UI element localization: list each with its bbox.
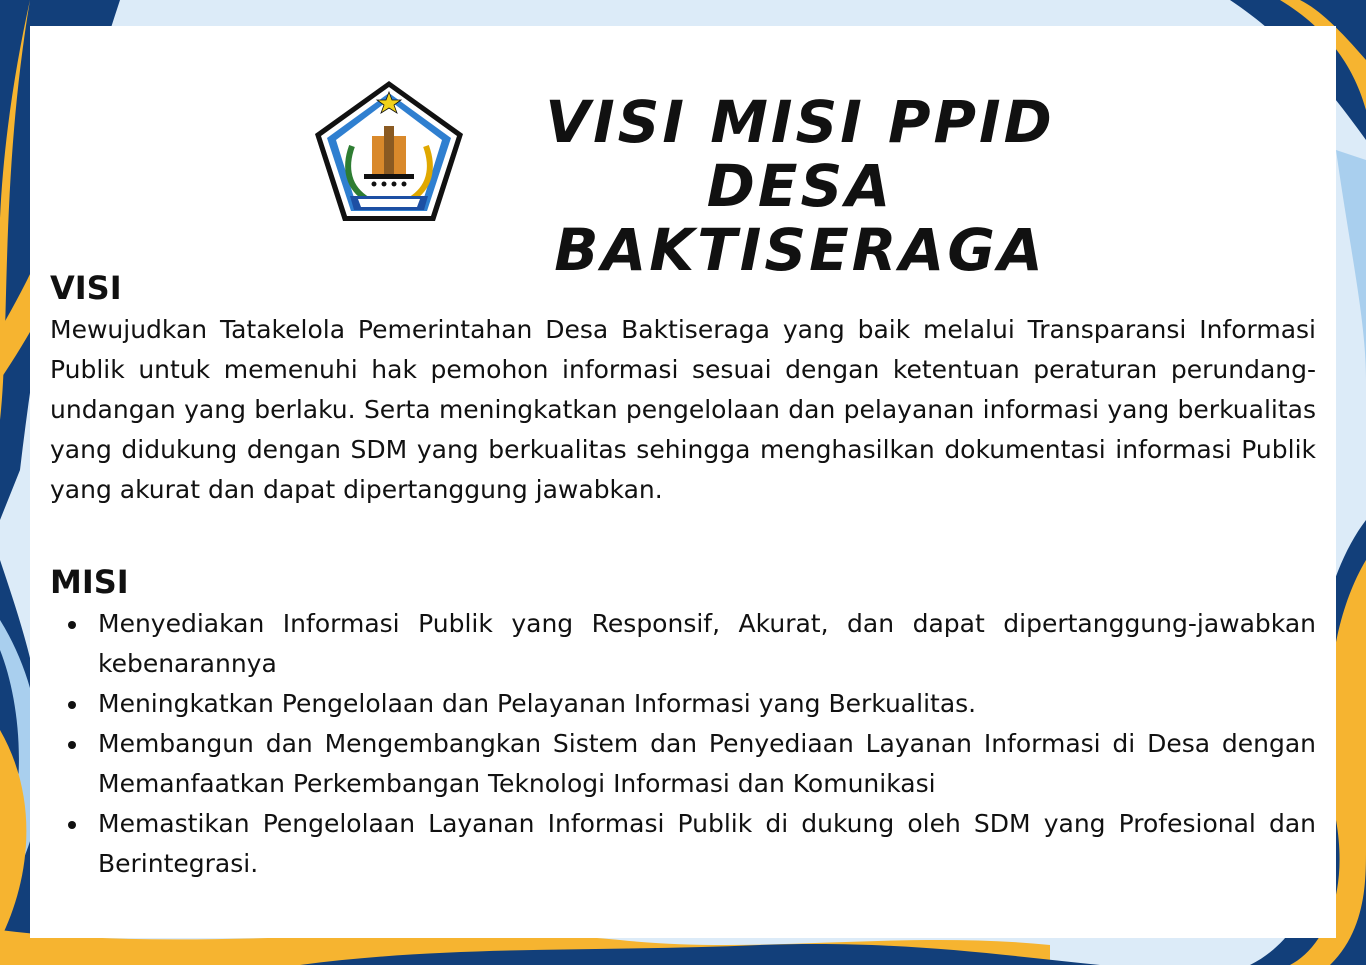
village-emblem-icon [312, 78, 466, 224]
misi-item-4: Memastikan Pengelolaan Layanan Informasi Publik di dukung oleh SDM yang Profesional dan Berintegrasi. [98, 804, 1316, 884]
misi-item-2: Meningkatkan Pengelolaan dan Pelayanan Informasi yang Berkualitas. [98, 684, 1316, 724]
title-line-1: VISI MISI PPID [545, 88, 1055, 156]
title-line-2: DESA BAKTISERAGA [554, 152, 1046, 284]
visi-heading: VISI [50, 269, 122, 307]
misi-item-1: Menyediakan Informasi Publik yang Responsif, Akurat, dan dapat dipertanggung-jawabkan kebenarannya [98, 604, 1316, 684]
misi-item-3: Membangun dan Mengembangkan Sistem dan Penyediaan Layanan Informasi di Desa dengan Memanfaatkan Perkembangan Teknologi Informasi dan Komunikasi [98, 724, 1316, 804]
content-body [50, 266, 1316, 884]
misi-heading: MISI [50, 563, 129, 601]
misi-list [50, 604, 1316, 884]
visi-text: Mewujudkan Tatakelola Pemerintahan Desa Baktiseraga yang baik melalui Transparansi Informasi Publik untuk memenuhi hak pemohon informasi sesuai dengan ketentuan peraturan perundang-undangan yang berlaku. Serta meningkatkan pengelolaan dan pelayanan informasi yang berkualitas yang didukung dengan SDM yang berkualitas sehingga menghasilkan dokumentasi informasi Publik yang akurat dan dapat dipertanggung jawabkan. [50, 315, 1316, 504]
page-title [500, 90, 1100, 282]
